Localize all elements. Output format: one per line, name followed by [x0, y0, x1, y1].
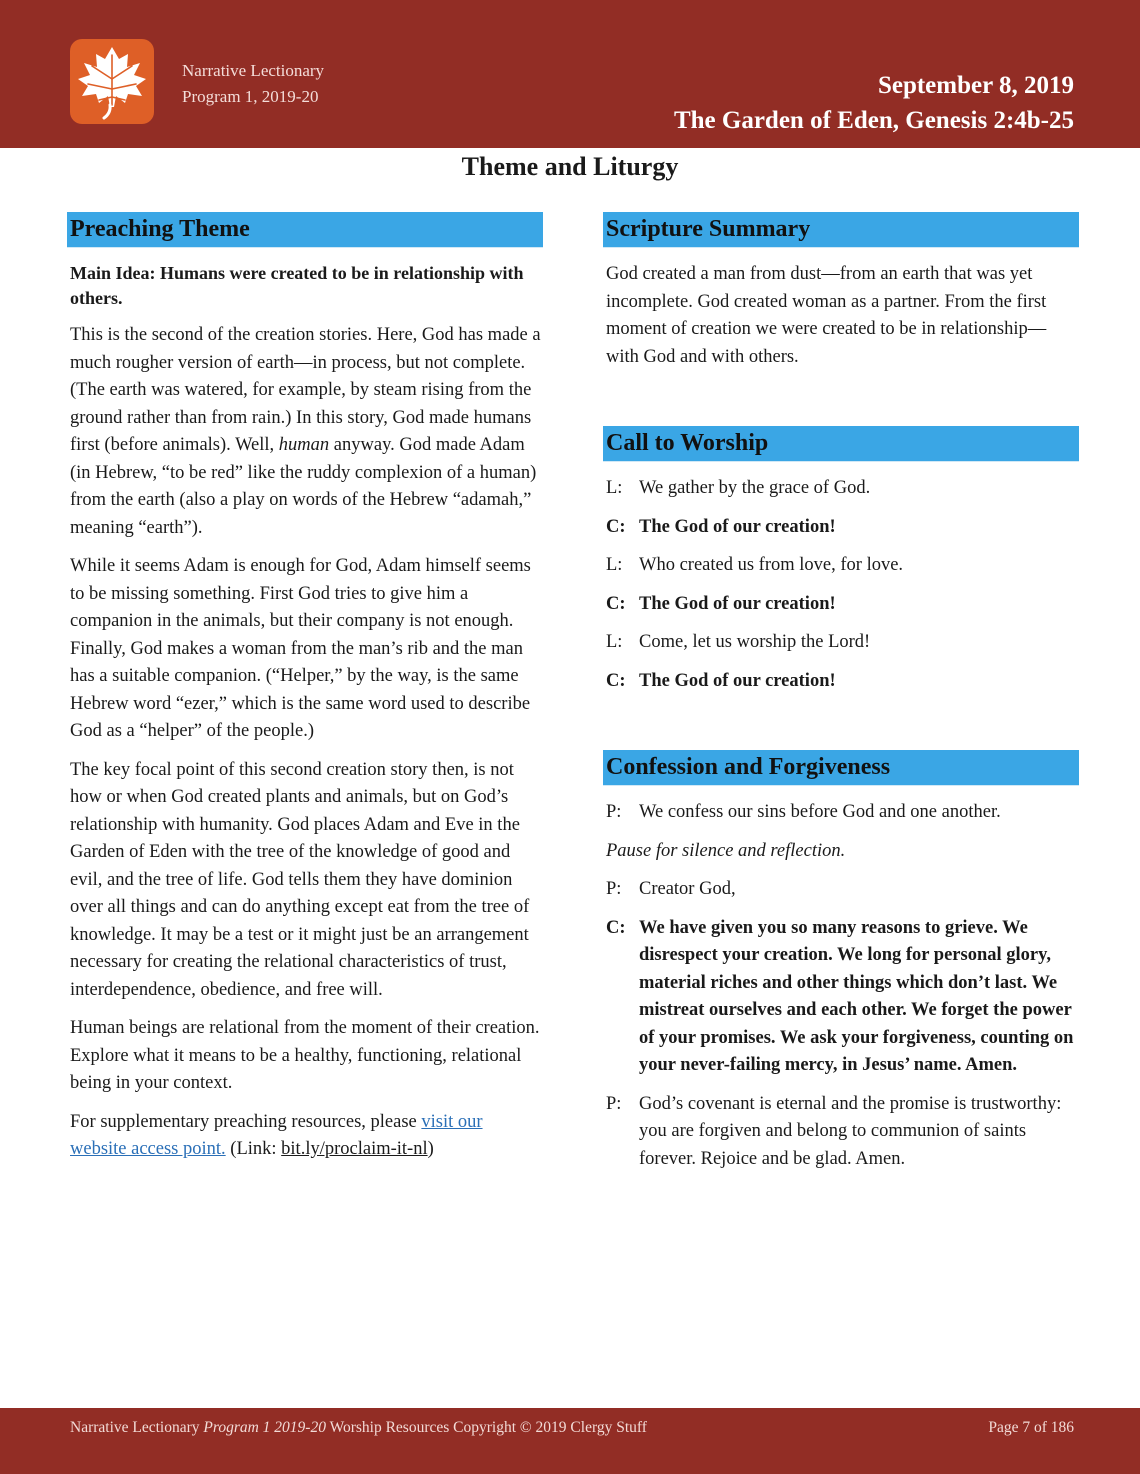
confession-text: We have given you so many reasons to grieve. We disrespect your creation. We long for personal glory, material riches and other things which don’t last. We mistreat ourselves and each other. We forget the power of your promises. We ask your forgiveness, counting on your never-failing mercy, in Jesus’ name. Amen.	[639, 917, 1074, 1075]
confession-heading: Confession and Forgiveness	[603, 750, 1079, 786]
preaching-paragraph-1	[67, 322, 543, 542]
confession-text: We confess our sins before God and one another.	[639, 802, 1001, 822]
confession-text: God’s covenant is eternal and the promise is trustworthy: you are forgiven and belong to communion of saints forever. Rejoice and be glad. Amen.	[639, 1093, 1062, 1169]
call-line-3	[603, 552, 1079, 580]
paragraph-italic-word: human	[278, 435, 330, 455]
header-reading: The Garden of Eden, Genesis 2:4b-25	[673, 107, 1074, 134]
confession-text: Creator God,	[639, 879, 736, 899]
paragraph-text: (Link:	[225, 1139, 282, 1159]
scripture-summary-text: God created a man from dust—from an earth that was yet incomplete. God created woman as a partner. From the first moment of creation we were created to be in relationship—with God and with others.	[606, 264, 1047, 367]
confession-line-1	[603, 799, 1079, 827]
website-access-link[interactable]: visit our website access point.	[70, 1111, 483, 1159]
header-date: September 8, 2019	[877, 72, 1074, 99]
paragraph-text: anyway. God made Adam (in Hebrew, “to be red” like the ruddy complexion of a human) from the earth (also a play on words of the Hebrew “adamah,” meaning “earth”).	[70, 435, 537, 538]
left-column	[67, 212, 543, 1164]
confession-line-2	[603, 876, 1079, 904]
speaker-label: C:	[606, 670, 626, 691]
paragraph-text: This is the second of the creation stories. Here, God has made a much rougher version of earth—in process, but not complete. (The earth was watered, for example, by steam rising from the ground rather than from rain.) In this story, God made humans first (before animals). Well,	[70, 325, 541, 455]
preaching-paragraph-3: The key focal point of this second creation story then, is not how or when God created plants and animals, but on God’s relationship with humanity. God places Adam and Eve in the Garden of Eden with the tree of the knowledge of good and evil, and the tree of life. God tells them they have dominion over all things and can do anything except eat from the tree of knowledge. It may be a test or it might just be an arrangement necessary for creating the relational characteristics of trust, interdependence, obedience, and free will.	[70, 759, 530, 1000]
right-column	[603, 212, 1079, 1173]
main-idea: Main Idea: Humans were created to be in relationship with others.	[70, 263, 524, 308]
footer-copyright	[70, 1419, 647, 1437]
call-line-6	[603, 668, 1079, 696]
speaker-label: P:	[606, 802, 622, 822]
call-text: Who created us from love, for love.	[639, 555, 904, 575]
scripture-summary-heading: Scripture Summary	[603, 212, 1079, 248]
call-line-4	[603, 591, 1079, 619]
speaker-label: C:	[606, 917, 626, 938]
speaker-label: L:	[606, 632, 623, 652]
call-text: The God of our creation!	[639, 516, 836, 537]
program-line-1: Narrative Lectionary	[182, 61, 325, 80]
call-text: Come, let us worship the Lord!	[639, 632, 871, 652]
program-line-2: Program 1, 2019-20	[182, 87, 319, 106]
speaker-label: C:	[606, 593, 626, 614]
short-url-link[interactable]: bit.ly/proclaim-it-nl	[281, 1139, 428, 1159]
confession-line-3	[603, 915, 1079, 1080]
call-to-worship-heading: Call to Worship	[603, 426, 1079, 462]
page-number: Page 7 of 186	[988, 1419, 1074, 1436]
program-info	[182, 58, 324, 110]
footer-program-italic: Program 1 2019-20	[203, 1419, 326, 1436]
call-text: The God of our creation!	[639, 593, 836, 614]
call-line-2	[603, 514, 1079, 542]
leaf-logo-icon	[70, 39, 154, 124]
speaker-label: L:	[606, 555, 623, 575]
preaching-paragraph-5	[67, 1109, 543, 1164]
call-text: The God of our creation!	[639, 670, 836, 691]
paragraph-text: )	[427, 1139, 434, 1159]
call-line-5	[603, 629, 1079, 657]
paragraph-text: For supplementary preaching resources, please	[70, 1111, 422, 1132]
speaker-label: C:	[606, 516, 626, 537]
pause-instruction: Pause for silence and reflection.	[606, 840, 846, 861]
header-title-block	[674, 68, 1074, 138]
confession-line-4	[603, 1091, 1079, 1174]
page-title: Theme and Liturgy	[461, 152, 679, 181]
preaching-paragraph-2: While it seems Adam is enough for God, Adam himself seems to be missing something. First God tries to give him a companion in the animals, but their company is not enough. Finally, God makes a woman from the man’s rib and the man has a suitable companion. (“Helper,” by the way, is the same Hebrew word “ezer,” which is the same word used to describe God as a “helper” of the people.)	[70, 556, 531, 741]
page-header	[0, 0, 1140, 148]
footer-text: Worship Resources Copyright © 2019 Clergy Stuff	[325, 1419, 647, 1436]
speaker-label: P:	[606, 879, 622, 899]
preaching-paragraph-4: Human beings are relational from the moment of their creation. Explore what it means to be a healthy, functioning, relational being in your context.	[70, 1018, 540, 1093]
footer-text: Narrative Lectionary	[70, 1419, 204, 1436]
speaker-label: L:	[606, 478, 623, 498]
call-text: We gather by the grace of God.	[639, 478, 871, 498]
speaker-label: P:	[606, 1093, 622, 1114]
call-line-1	[603, 475, 1079, 503]
page-footer	[0, 1408, 1140, 1474]
preaching-theme-heading: Preaching Theme	[67, 212, 543, 248]
